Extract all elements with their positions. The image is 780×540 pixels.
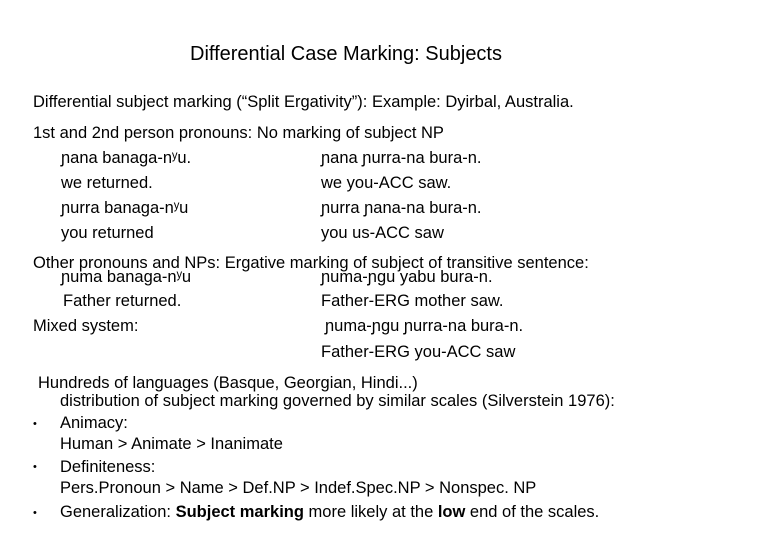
gloss-line: we you-ACC saw. [321, 174, 452, 192]
bullet-icon: • [33, 507, 37, 519]
generalization-bold-low: low [437, 503, 466, 521]
example-line: ɲuma-ɲgu yabu bura-n. [321, 268, 493, 286]
example-line: ɲurra ɲana-na bura-n. [321, 199, 482, 217]
bullet-icon: • [33, 461, 37, 473]
definiteness-label: Definiteness: [60, 458, 156, 476]
animacy-label: Animacy: [60, 414, 128, 432]
hundreds-line: Hundreds of languages (Basque, Georgian, Hindi...) [38, 374, 418, 392]
definiteness-scale: Pers.Pronoun > Name > Def.NP > Indef.Spec.NP > Nonspec. NP [60, 479, 537, 497]
intro-line: Differential subject marking (“Split Ergativity”): Example: Dyirbal, Australia. [33, 93, 574, 111]
pronouns-heading: 1st and 2nd person pronouns: No marking of subject NP [33, 124, 444, 142]
generalization-bold-subject: Subject marking [175, 503, 304, 521]
gloss-line: you us-ACC saw [321, 224, 444, 242]
gloss-line: Father returned. [63, 292, 182, 310]
hundreds-line: distribution of subject marking governed by similar scales (Silverstein 1976): [60, 392, 615, 410]
generalization-pre: Generalization: [60, 503, 176, 521]
bullet-icon: • [33, 418, 37, 430]
example-line: ɲuma-ɲgu ɲurra-na bura-n. [325, 317, 524, 335]
example-line: ɲana ɲurra-na bura-n. [321, 149, 482, 167]
generalization-line [60, 503, 599, 522]
mixed-label: Mixed system: [33, 317, 139, 335]
generalization-mid: more likely at the [303, 503, 438, 521]
example-line: ɲuma banaga-nʸu [61, 268, 192, 286]
example-line: ɲurra banaga-nʸu [61, 199, 189, 217]
gloss-line: we returned. [61, 174, 153, 192]
generalization-post: end of the scales. [465, 503, 600, 521]
other-heading: Other pronouns and NPs: Ergative marking of subject of transitive sentence: [33, 254, 589, 272]
example-line: ɲana banaga-nʸu. [61, 149, 192, 167]
animacy-scale: Human > Animate > Inanimate [60, 435, 283, 453]
gloss-line: Father-ERG you-ACC saw [321, 343, 516, 361]
gloss-line: you returned [61, 224, 154, 242]
slide-title: Differential Case Marking: Subjects [190, 43, 502, 65]
gloss-line: Father-ERG mother saw. [321, 292, 504, 310]
